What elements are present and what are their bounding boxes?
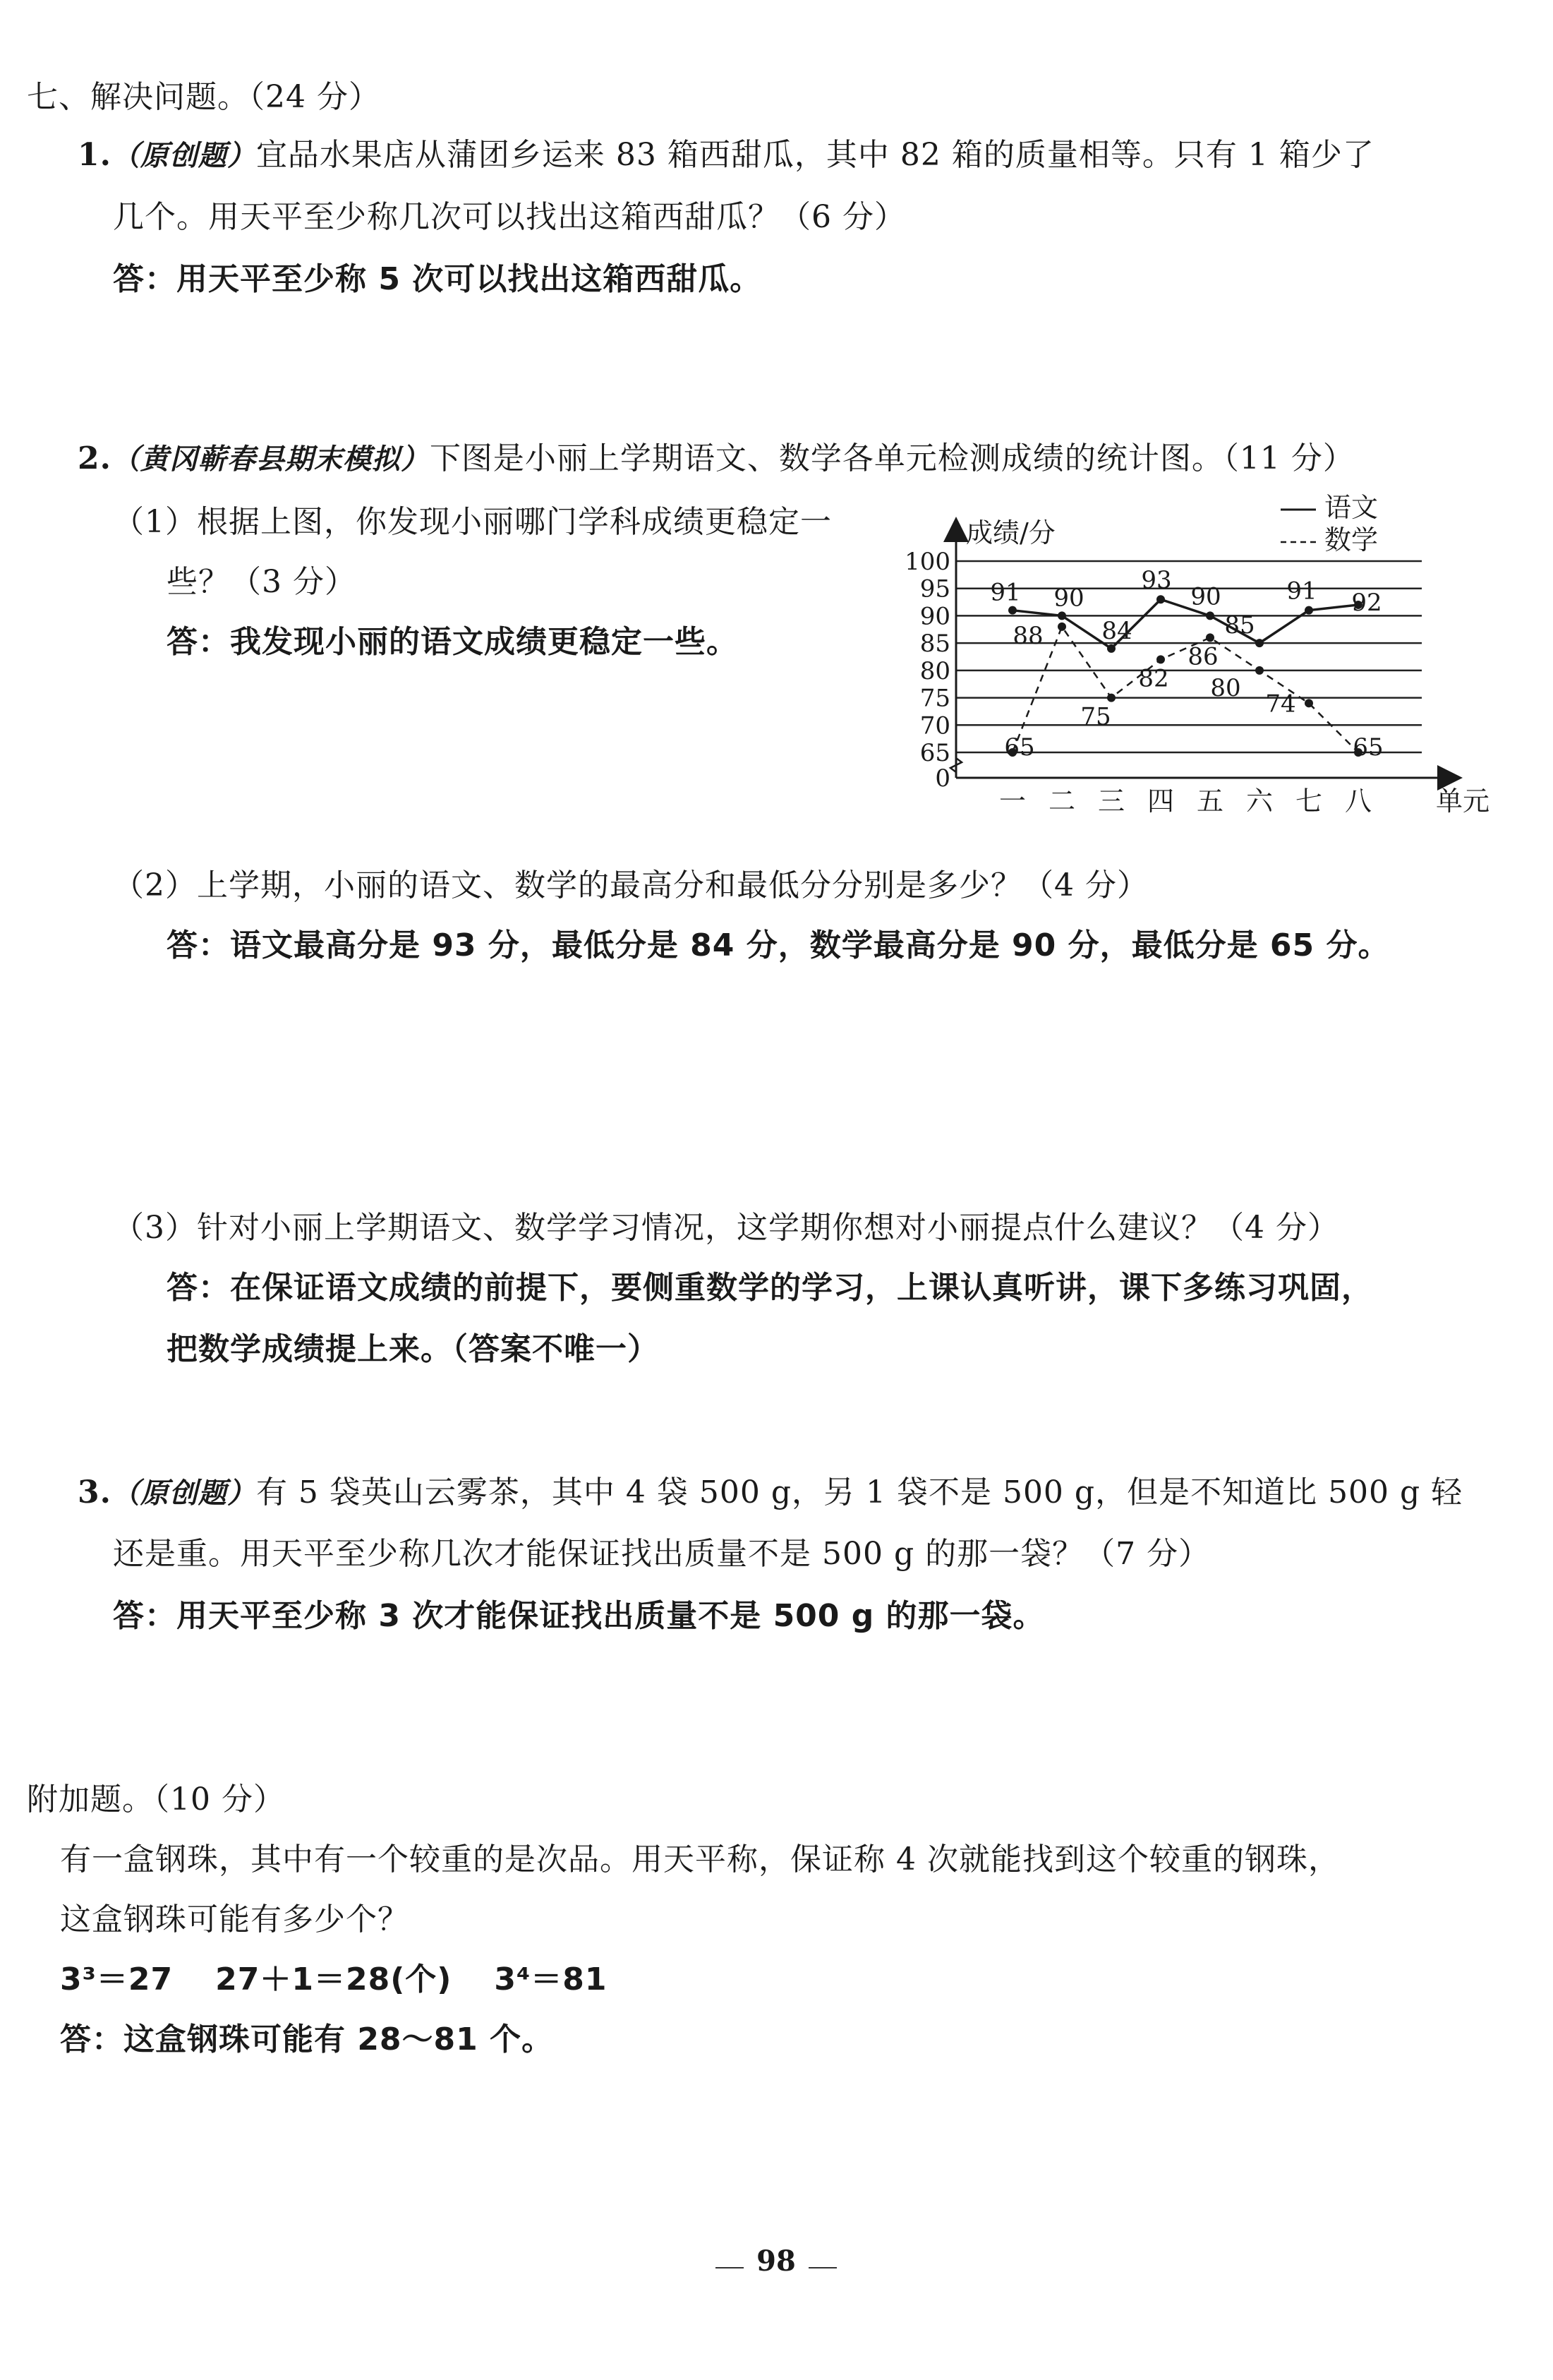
bonus-heading: 附加题。（10 分）	[27, 1781, 285, 1817]
data-label: 65	[1004, 733, 1035, 762]
q3-source: （原创题）	[111, 1477, 256, 1510]
score-line-chart	[886, 492, 1490, 826]
data-label: 85	[1224, 611, 1255, 640]
legend-label: 语文	[1324, 492, 1379, 523]
footer-dash-left	[715, 2267, 744, 2268]
data-label: 92	[1351, 588, 1382, 617]
series-line-math	[1013, 627, 1358, 752]
data-point	[1107, 694, 1116, 702]
x-tick-label: 三	[1097, 786, 1125, 817]
data-label: 91	[990, 578, 1021, 607]
data-point	[1305, 699, 1313, 707]
q1-answer: 答：用天平至少称 5 次可以找出这箱西甜瓜。	[113, 261, 762, 297]
y-tick-label: 85	[919, 630, 950, 659]
data-point	[1156, 595, 1165, 603]
data-label: 90	[1053, 584, 1084, 613]
data-label: 65	[1353, 733, 1384, 762]
chart-legend	[1281, 492, 1378, 555]
bonus-line2: 这盒钢珠可能有多少个？	[60, 1901, 409, 1937]
q3-answer: 答：用天平至少称 3 次才能保证找出质量不是 500 g 的那一袋。	[113, 1598, 1045, 1634]
y-tick-label: 75	[919, 684, 950, 713]
x-tick-label: 四	[1147, 786, 1175, 817]
y-tick-label: 80	[919, 656, 950, 685]
data-point	[1156, 655, 1165, 663]
y-tick-label: 70	[919, 711, 950, 740]
data-point	[1206, 611, 1214, 620]
bonus-answer: 答：这盒钢珠可能有 28～81 个。	[60, 2021, 554, 2057]
x-axis-label: 单元	[1436, 786, 1490, 817]
data-label: 75	[1080, 702, 1111, 731]
chart-labels	[990, 566, 1383, 762]
bonus-calc2: 27＋1＝28(个)	[215, 1961, 452, 1997]
data-point	[1058, 611, 1066, 620]
data-point	[1255, 639, 1264, 647]
q3-number: 3.	[78, 1474, 111, 1510]
data-label: 91	[1286, 577, 1317, 606]
y-tick-label: 100	[905, 548, 950, 576]
bonus-line1: 有一盒钢珠，其中有一个较重的是次品。用天平称，保证称 4 次就能找到这个较重的钢珠，	[60, 1841, 1340, 1877]
q2-p2-answer: 答：语文最高分是 93 分，最低分是 84 分，数学最高分是 90 分，最低分是 65 分。	[167, 927, 1390, 963]
section-heading: 七、解决问题。（24 分）	[27, 79, 380, 115]
q1-source: （原创题）	[111, 139, 256, 172]
y-tick-label: 65	[919, 739, 950, 767]
q2-p3-answer-line2: 把数学成绩提上来。（答案不唯一）	[167, 1331, 659, 1367]
bonus-calc1: 3³＝27	[60, 1961, 174, 1997]
y-tick-label: 90	[919, 602, 950, 631]
data-label: 80	[1210, 673, 1241, 702]
y-axis-label: 成绩/分	[966, 517, 1056, 548]
q1-line2: 几个。用天平至少称几次可以找出这箱西甜瓜？（6 分）	[113, 199, 906, 235]
y-tick-label: 0	[935, 764, 950, 793]
q1-line1	[78, 134, 1374, 177]
x-tick-label: 六	[1245, 786, 1274, 817]
data-label: 84	[1101, 616, 1132, 645]
q2-p2-question: （2）上学期，小丽的语文、数学的最高分和最低分分别是多少？（4 分）	[113, 867, 1149, 903]
x-tick-label: 五	[1196, 786, 1224, 817]
q2-intro	[78, 438, 1355, 481]
data-point	[1008, 606, 1017, 615]
data-label: 93	[1141, 566, 1172, 595]
data-label: 88	[1013, 621, 1044, 650]
q3-text1: 有 5 袋英山云雾茶，其中 4 袋 500 g，另 1 袋不是 500 g，但是不知道比 500 g 轻	[255, 1474, 1463, 1510]
data-point	[1107, 644, 1116, 653]
data-point	[1255, 666, 1264, 675]
q2-p3-answer-line1: 答：在保证语文成绩的前提下，要侧重数学的学习，上课认真听讲，课下多练习巩固，	[167, 1270, 1373, 1306]
data-point	[1058, 623, 1066, 631]
x-tick-label: 七	[1295, 786, 1323, 817]
legend-label: 数学	[1324, 524, 1379, 555]
q2-number: 2.	[78, 440, 111, 476]
bonus-calc	[60, 1959, 608, 2001]
chart-series	[1008, 595, 1362, 757]
q2-p1-answer: 答：我发现小丽的语文成绩更稳定一些。	[167, 624, 738, 660]
q2-p1-line2: 些？（3 分）	[167, 564, 356, 600]
y-tick-label: 95	[919, 575, 950, 603]
q1-text1: 宜品水果店从蒲团乡运来 83 箱西甜瓜，其中 82 箱的质量相等。只有 1 箱少了	[255, 137, 1374, 173]
data-label: 86	[1188, 642, 1219, 671]
q3-line2: 还是重。用天平至少称几次才能保证找出质量不是 500 g 的那一袋？（7 分）	[113, 1536, 1211, 1572]
data-label: 90	[1190, 582, 1221, 611]
page-footer	[677, 2244, 875, 2278]
page-number: 98	[756, 2244, 796, 2278]
q1-number: 1.	[78, 137, 111, 173]
q2-p3-question: （3）针对小丽上学期语文、数学学习情况，这学期你想对小丽提点什么建议？（4 分）	[113, 1210, 1339, 1246]
data-point	[1206, 633, 1214, 642]
q2-p1-line1: （1）根据上图，你发现小丽哪门学科成绩更稳定一	[113, 504, 832, 540]
q2-source: （黄冈蕲春县期末模拟）	[111, 443, 430, 476]
q2-intro-text: 下图是小丽上学期语文、数学各单元检测成绩的统计图。（11 分）	[429, 440, 1355, 476]
x-tick-label: 二	[1048, 786, 1076, 817]
data-point	[1305, 606, 1313, 615]
data-label: 74	[1265, 690, 1296, 719]
footer-dash-right	[809, 2267, 837, 2268]
x-tick-label: 一	[998, 786, 1027, 817]
q3-line1	[78, 1472, 1463, 1515]
data-label: 82	[1138, 664, 1169, 693]
bonus-calc3: 3⁴＝81	[494, 1961, 608, 1997]
x-tick-label: 八	[1344, 786, 1372, 817]
